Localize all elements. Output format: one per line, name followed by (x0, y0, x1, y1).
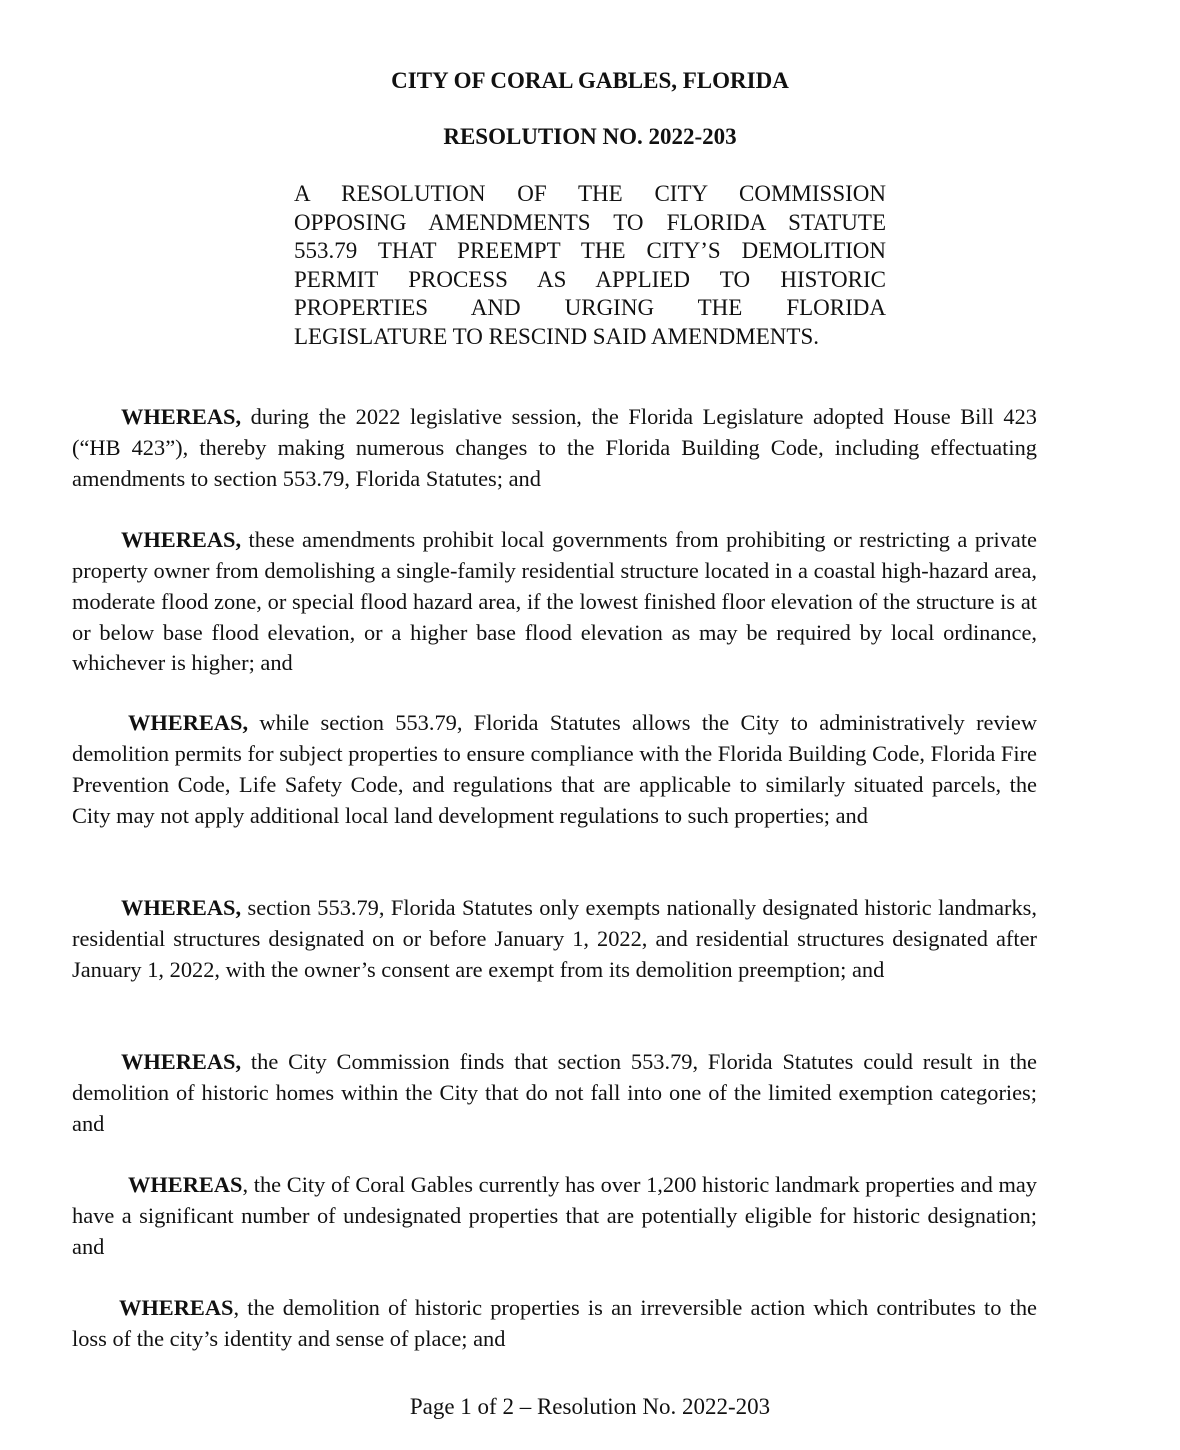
whereas-paragraph (72, 1293, 1037, 1354)
whereas-text: , the demolition of historic properties is an irreversible action which contributes to the loss of the city’s identity and sense of place; and (72, 1295, 1037, 1352)
caption-line: A RESOLUTION OF THE CITY COMMISSION (294, 181, 886, 206)
whereas-lead: WHEREAS, (121, 1049, 242, 1075)
caption-line: PERMIT PROCESS AS APPLIED TO HISTORIC (294, 266, 886, 292)
whereas-lead: WHEREAS, (121, 404, 242, 430)
resolution-number-heading: RESOLUTION NO. 2022-203 (443, 124, 737, 149)
whereas-text: section 553.79, Florida Statutes only exempts nationally designated historic landmarks, residential structures designated on or before January 1, 2022, and residential structures designated after January 1, 2022, with the owner’s consent are exempt from its demolition preemption; and (72, 895, 1037, 982)
whereas-paragraph (72, 402, 1037, 494)
whereas-lead: WHEREAS (128, 1172, 243, 1198)
whereas-paragraph (72, 893, 1037, 985)
city-heading: CITY OF CORAL GABLES, FLORIDA (391, 68, 789, 93)
caption-line: 553.79 THAT PREEMPT THE CITY’S DEMOLITION (294, 238, 886, 264)
whereas-paragraph (72, 1170, 1037, 1262)
whereas-text: the City Commission finds that section 553.79, Florida Statutes could result in the demolition of historic homes within the City that do not fall into one of the limited exemption categories; and (72, 1049, 1037, 1136)
whereas-text: these amendments prohibit local governments from prohibiting or restricting a private property owner from demolishing a single-family residential structure located in a coastal high-hazard area, moderate flood zone, or special flood hazard area, if the lowest finished floor elevation of the structure is at or below base flood elevation, or a higher base flood elevation as may be required by local ordinance, whichever is higher; and (72, 527, 1037, 676)
whereas-lead: WHEREAS, (121, 527, 242, 553)
whereas-paragraph (72, 525, 1037, 679)
caption-line: OPPOSING AMENDMENTS TO FLORIDA STATUTE (294, 209, 886, 235)
whereas-text: , the City of Coral Gables currently has over 1,200 historic landmark properties and may have a significant number of undesignated properties that are potentially eligible for historic designation; and (72, 1172, 1037, 1259)
whereas-paragraph (72, 1047, 1037, 1139)
whereas-text: while section 553.79, Florida Statutes allows the City to administratively review demolition permits for subject properties to ensure compliance with the Florida Building Code, Florida Fire Prevention Code, Life Safety Code, and regulations that are applicable to similarly situated parcels, the City may not apply additional local land development regulations to such properties; and (72, 710, 1037, 828)
whereas-lead: WHEREAS (119, 1295, 234, 1321)
page-footer: Page 1 of 2 – Resolution No. 2022-203 (409, 1394, 771, 1419)
caption-line: LEGISLATURE TO RESCIND SAID AMENDMENTS. (294, 323, 819, 349)
caption-line: PROPERTIES AND URGING THE FLORIDA (294, 295, 886, 321)
whereas-paragraph (72, 708, 1037, 831)
whereas-text: during the 2022 legislative session, the Florida Legislature adopted House Bill 423 (“HB 423”), thereby making numerous changes to the Florida Building Code, including effectuating amendments to section 553.79, Florida Statutes; and (72, 404, 1037, 491)
whereas-lead: WHEREAS, (121, 895, 242, 921)
resolution-caption (294, 180, 886, 352)
whereas-lead: WHEREAS, (128, 710, 249, 736)
